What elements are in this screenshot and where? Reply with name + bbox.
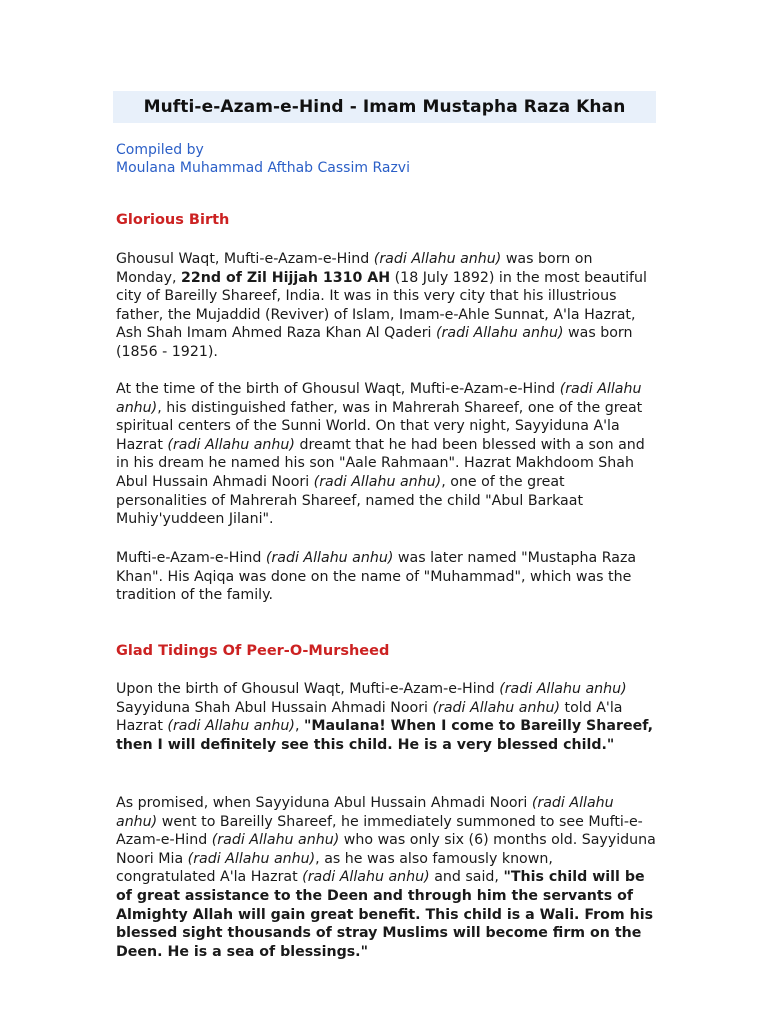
text-run: (18 July 1892) in the most beautiful city of Bareilly Shareef, India. It was in this very city that his illustrious father, the Mujaddid (Reviver) of Islam, Imam-e-Ahle Sunnat, A'la Hazrat, Ash Shah Imam Ahmed Raza Khan Al Qaderi xyxy=(116,269,647,342)
text-run: went to Bareilly Shareef, he immediately summoned to see Mufti-e-Azam-e-Hind xyxy=(116,813,643,849)
paragraph-birth-3 xyxy=(116,549,656,605)
text-run: Ghousul Waqt, Mufti-e-Azam-e-Hind xyxy=(116,251,374,267)
text-run-italic: (radi Allahu anhu) xyxy=(499,681,627,697)
text-run-bold: 22nd of Zil Hijjah 1310 AH xyxy=(181,269,391,286)
text-run: was later named "Mustapha Raza Khan". His Aqiqa was done on the name of "Muhammad", which was the tradition of the family. xyxy=(116,550,637,604)
text-run-italic: (radi Allahu anhu) xyxy=(187,850,316,867)
text-run-italic: (radi Allahu anhu) xyxy=(167,718,295,735)
text-run: At the time of the birth of Ghousul Waqt, Mufti-e-Azam-e-Hind xyxy=(116,381,560,397)
section-heading-glorious-birth: Glorious Birth xyxy=(116,212,230,228)
text-run-bold: "This child will be of great assistance to the Deen and through him the servants of Almighty Allah will gain great benefit. This child is a Wali. From his blessed sight thousands of stray Muslims will become firm on the Deen. He is a sea of blessings." xyxy=(116,869,654,960)
paragraph-tidings-1 xyxy=(116,680,656,754)
text-run: , xyxy=(294,718,304,735)
text-run-italic: (radi Allahu anhu) xyxy=(373,251,502,267)
text-run-italic: (radi Allahu anhu) xyxy=(167,436,295,453)
compiled-by-author: Moulana Muhammad Afthab Cassim Razvi xyxy=(116,160,410,176)
text-run: dreamt that he had been blessed with a son and in his dream he named his son "Aale Rahmaan". Hazrat Makhdoom Shah Abul Hussain Ahmadi Noori xyxy=(116,436,645,490)
text-run-italic: (radi Allahu anhu) xyxy=(313,473,442,490)
text-run-italic: (radi Allahu anhu) xyxy=(116,381,642,416)
text-run: told A'la Hazrat xyxy=(116,699,623,735)
text-run-bold: "Maulana! When I come to Bareilly Shareef, then I will definitely see this child. He is a very blessed child." xyxy=(116,718,653,753)
section-heading-glad-tidings: Glad Tidings Of Peer-O-Mursheed xyxy=(116,643,390,659)
text-run: and said, xyxy=(429,869,504,886)
title-bar xyxy=(113,91,656,123)
document-title: Mufti-e-Azam-e-Hind - Imam Mustapha Raza Khan xyxy=(143,97,626,117)
text-run-italic: (radi Allahu anhu) xyxy=(302,869,430,886)
text-run: was born on Monday, xyxy=(116,251,593,286)
paragraph-birth-1 xyxy=(116,250,656,362)
compiled-by-block xyxy=(116,141,410,177)
text-run: , his distinguished father, was in Mahrerah Shareef, one of the great spiritual centers of the Sunni World. On that very night, Sayyiduna A'la Hazrat xyxy=(116,399,643,453)
text-run-italic: (radi Allahu anhu) xyxy=(436,325,564,342)
compiled-by-label: Compiled by xyxy=(116,142,204,158)
text-run-italic: (radi Allahu anhu) xyxy=(211,832,340,849)
text-run: Mufti-e-Azam-e-Hind xyxy=(116,550,266,566)
text-run-italic: (radi Allahu anhu) xyxy=(432,699,560,716)
text-run: was born (1856 - 1921). xyxy=(116,325,633,360)
text-run: who was only six (6) months old. Sayyiduna Noori Mia xyxy=(116,832,656,867)
text-run: Sayyiduna Shah Abul Hussain Ahmadi Noori xyxy=(116,699,433,716)
text-run-italic: (radi Allahu anhu) xyxy=(265,550,394,566)
text-run: Upon the birth of Ghousul Waqt, Mufti-e-Azam-e-Hind xyxy=(116,681,500,697)
text-run-italic: (radi Allahu anhu) xyxy=(116,795,614,830)
paragraph-tidings-2 xyxy=(116,794,656,961)
text-run: , one of the great personalities of Mahrerah Shareef, named the child "Abul Barkaat Muhiy'yuddeen Jilani". xyxy=(116,473,584,528)
paragraph-birth-2 xyxy=(116,380,656,529)
text-run: As promised, when Sayyiduna Abul Hussain Ahmadi Noori xyxy=(116,795,532,811)
text-run: , as he was also famously known, congratulated A'la Hazrat xyxy=(116,850,553,886)
